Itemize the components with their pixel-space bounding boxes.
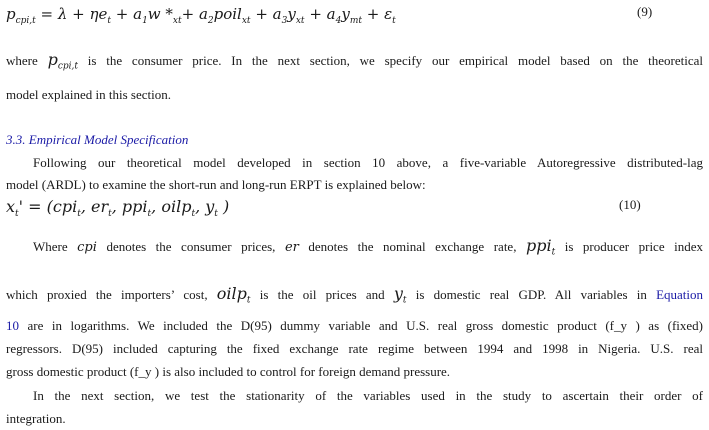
equation-9-number: (9) [637, 4, 653, 19]
paragraph-ardl-line1: Following our theoretical model developed in section 10 above, a five-variable Autoregressive distributed-lag [33, 155, 703, 170]
paragraph-variables-line5: gross domestic product (f_y ) is also included to control for foreign demand pressure. [6, 364, 451, 379]
paragraph-consumer-price: where $p_{cpi,t}$ is the consumer price. In the next section, we specify our empirical model based on the theoretical [6, 50, 703, 72]
equation-10: $x_t' = (cpi_t$, $er_t$, ppi$_t$, oilp$_t$, $y_t$ ) [6, 197, 230, 220]
paragraph-variables-line2: which proxied the importers’ cost, oilp$_t$ is the oil prices and $y_t$ is domestic real GDP. All variables in Equation [6, 284, 703, 306]
paragraph-consumer-price-line2: model explained in this section. [6, 87, 171, 102]
equation-link[interactable]: Equation [656, 287, 703, 302]
paragraph-variables-line4: regressors. D(95) included capturing the fixed exchange rate regime between 1994 and 1998 in Nigeria. U.S. real [6, 341, 703, 356]
equation-number-link[interactable]: 10 [6, 318, 19, 333]
paragraph-ardl-line2: model (ARDL) to examine the short-run and long-run ERPT is explained below: [6, 177, 426, 192]
section-heading: 3.3. Empirical Model Specification [6, 132, 189, 147]
paragraph-variables-line1: Where cpi denotes the consumer prices, er denotes the nominal exchange rate, ppi$_t$ is producer price index [33, 236, 703, 258]
equation-10-number: (10) [619, 197, 641, 212]
equation-9: $p_{cpi,t} = \lambda + \eta e_t + a_1w$ $*_{xt}+$ $a_2poil_{xt} + a_3y_{xt} + a_4y_{mt} + \varepsilon_t$ [6, 5, 396, 26]
paragraph-variables-line3: 10 are in logarithms. We included the D(95) dummy variable and U.S. real gross domestic product (f_y ) as (fixed) [6, 318, 703, 333]
paragraph-next-section-line2: integration. [6, 411, 66, 426]
paragraph-next-section-line1: In the next section, we test the stationarity of the variables used in the study to ascertain their order of [33, 388, 703, 403]
